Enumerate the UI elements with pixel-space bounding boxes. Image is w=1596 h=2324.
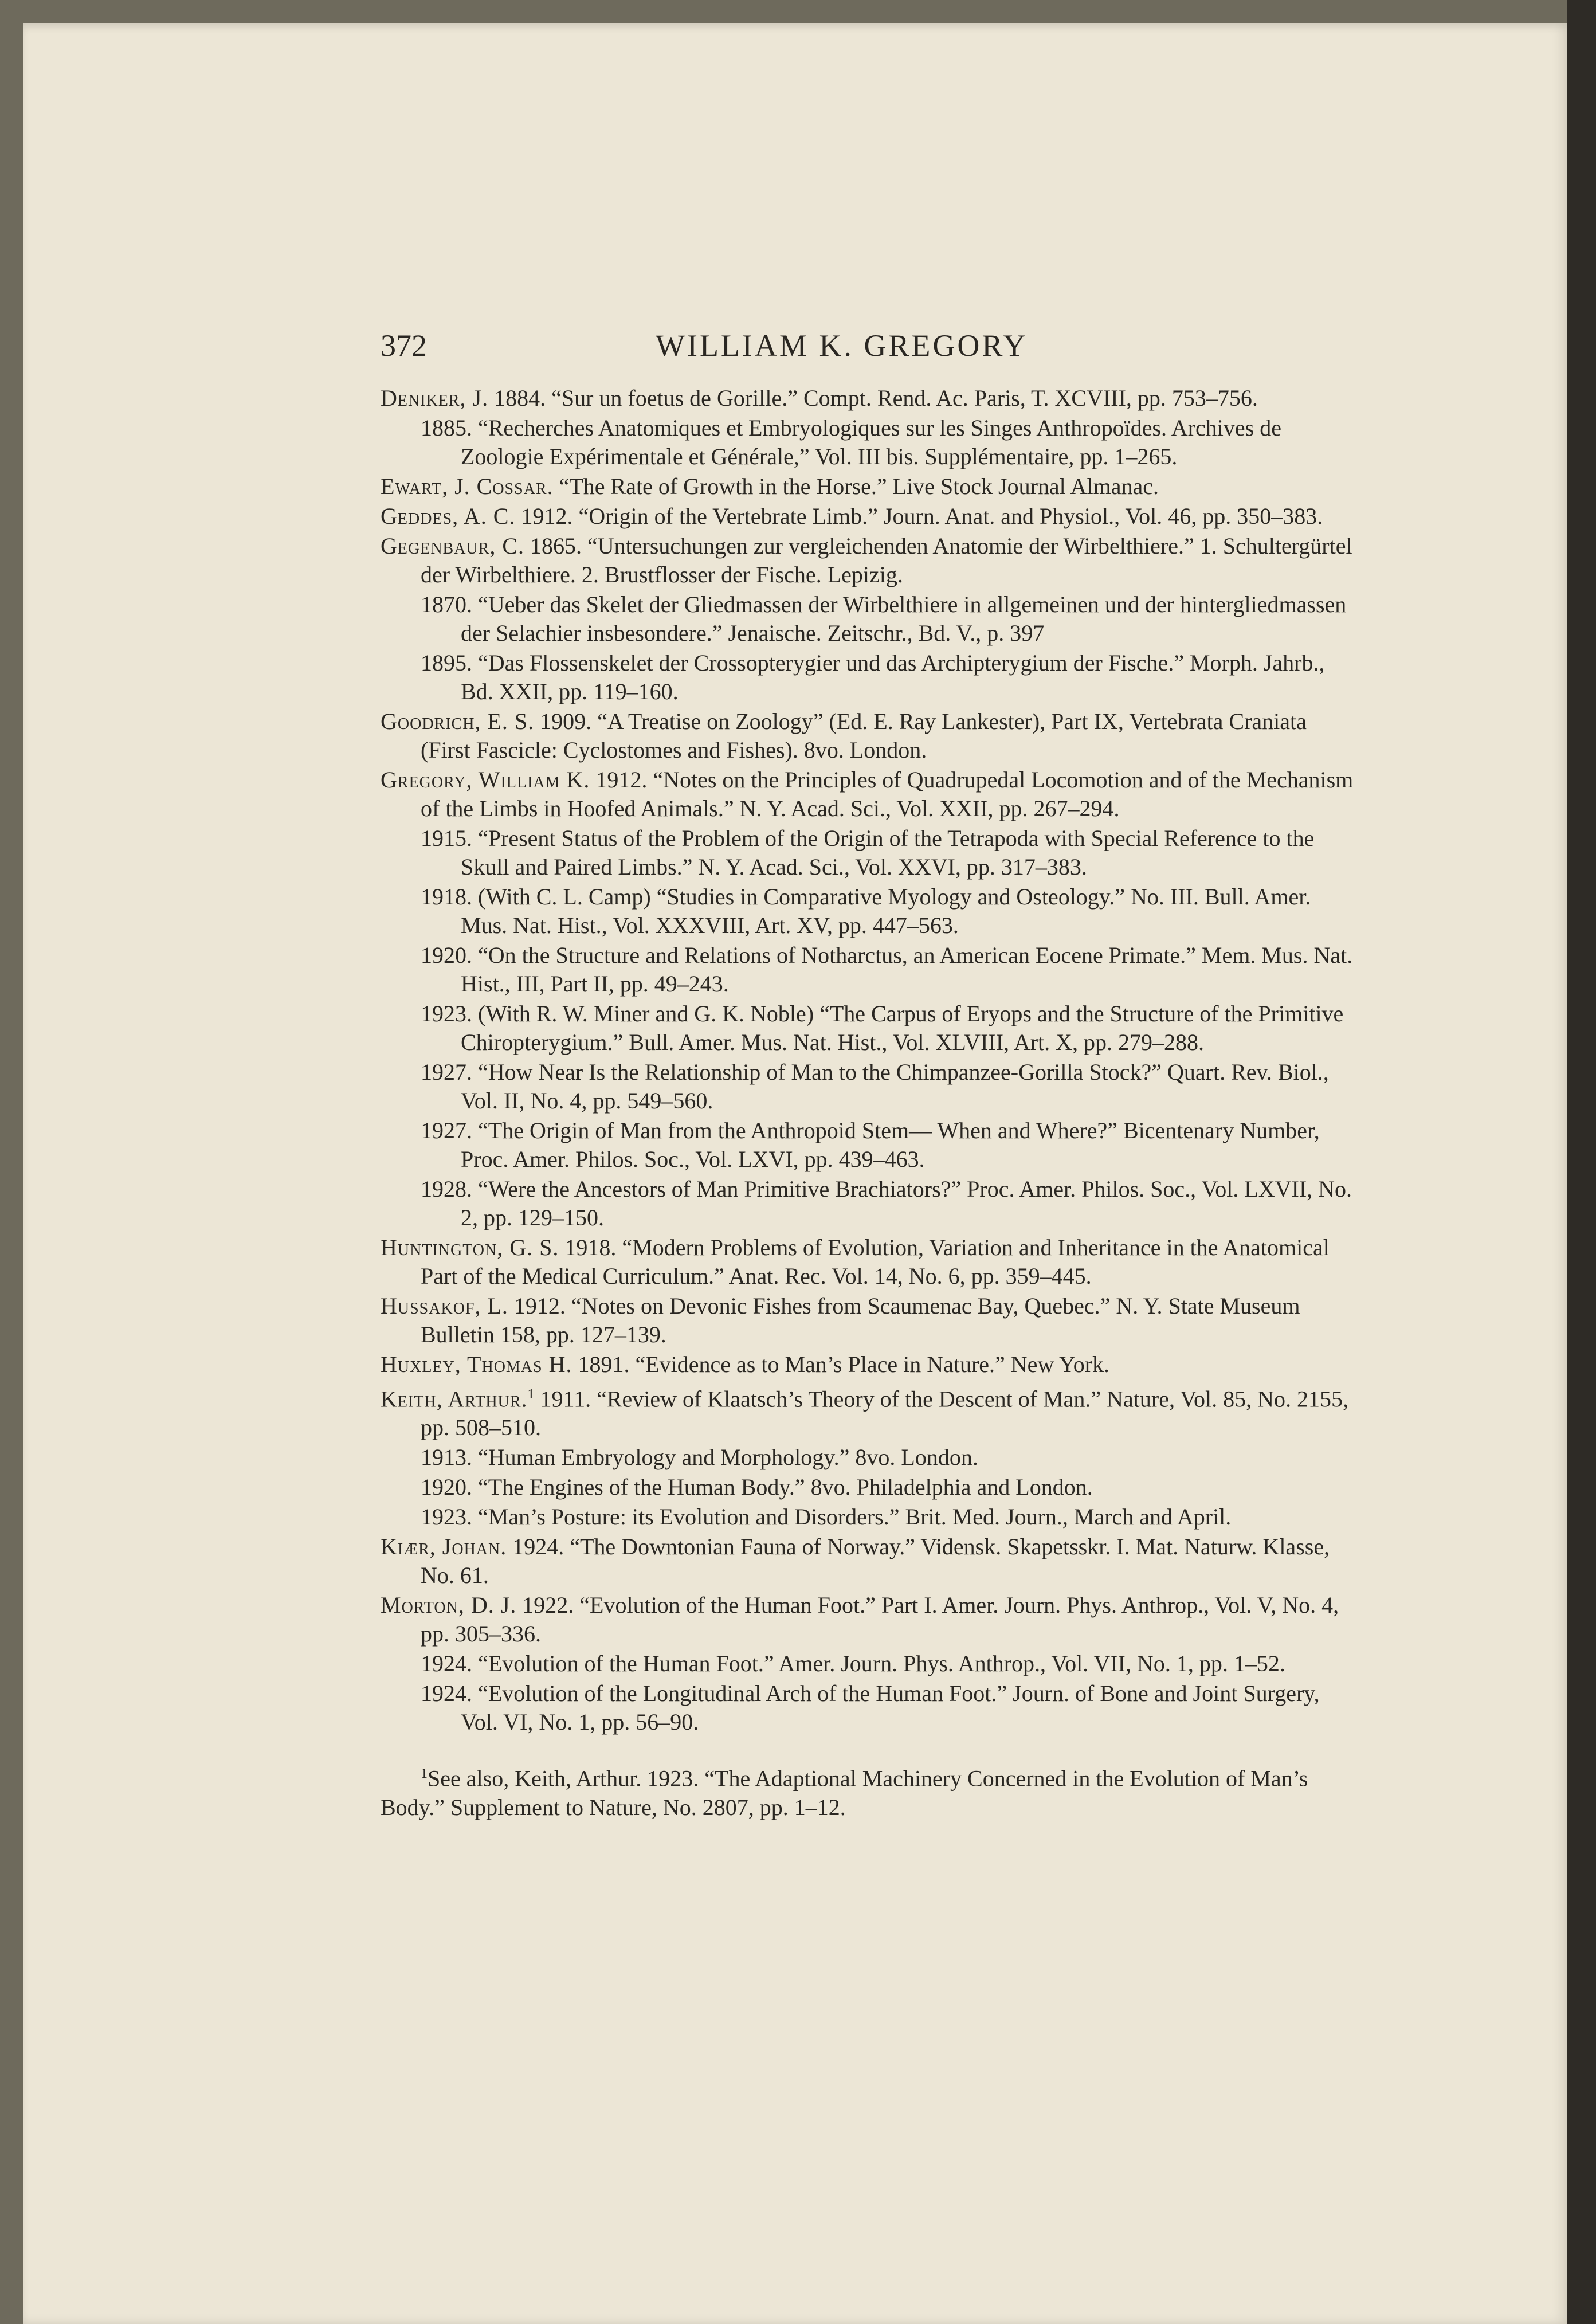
entry-author: Deniker, J. (381, 385, 489, 411)
book-page (23, 23, 1570, 2324)
bibliography-subentry (381, 1058, 1355, 1115)
entry-text: 1913. “Human Embryology and Morphology.” 8vo. London. (421, 1444, 978, 1471)
entry-text: 1912. “Notes on the Principles of Quadrupedal Locomotion and of the Mechanism of the Limbs in Hoofed Animals.” N. Y. Acad. Sci., Vol. XXII, pp. 267–294. (421, 767, 1354, 821)
footnote-text: See also, Keith, Arthur. 1923. “The Adaptional Machinery Concerned in the Evolution of Man’s Body.” Supplement to Nature, No. 2807, pp. 1–12. (381, 1765, 1308, 1820)
entry-text: 1911. “Review of Klaatsch’s Theory of the Descent of Man.” Nature, Vol. 85, No. 2155, pp. 508–510. (421, 1386, 1348, 1441)
bibliography-subentry (381, 1649, 1355, 1678)
running-title: WILLIAM K. GREGORY (656, 328, 1028, 363)
entry-text: 1870. “Ueber das Skelet der Gliedmassen der Wirbelthiere in allgemeinen und der hintergliedmassen der Selachier insbesondere.” Jenaische. Zeitschr., Bd. V., p. 397 (421, 591, 1347, 646)
entry-author: Geddes, A. C. (381, 503, 516, 529)
bibliography-entry (381, 1533, 1355, 1590)
bibliography-entry (381, 766, 1355, 823)
entry-text: 1924. “Evolution of the Longitudinal Arch of the Human Foot.” Journ. of Bone and Joint Surgery, Vol. VI, No. 1, pp. 56–90. (421, 1680, 1320, 1735)
entry-author: Ewart, J. Cossar. (381, 473, 554, 499)
entry-text: 1920. “The Engines of the Human Body.” 8vo. Philadelphia and London. (421, 1474, 1093, 1500)
entry-text: 1927. “The Origin of Man from the Anthropoid Stem— When and Where?” Bicentenary Number, Proc. Amer. Philos. Soc., Vol. LXVI, pp. 439–463. (421, 1118, 1320, 1172)
entry-text: “The Rate of Growth in the Horse.” Live Stock Journal Almanac. (559, 473, 1159, 499)
page-content (381, 321, 1355, 1822)
bibliography-entry (381, 1380, 1355, 1442)
bibliography-subentry (381, 1679, 1355, 1737)
bibliography-entry (381, 384, 1355, 413)
entry-text: 1895. “Das Flossenskelet der Crossopterygier und das Archipterygium der Fische.” Morph. Jahrb., Bd. XXII, pp. 119–160. (421, 650, 1325, 704)
bibliography-subentry (381, 649, 1355, 706)
entry-text: 1924. “The Downtonian Fauna of Norway.” Vidensk. Skapetsskr. I. Mat. Naturw. Klasse, No. 61. (421, 1534, 1330, 1589)
entry-author: Keith, Arthur. (381, 1386, 528, 1412)
bibliography-list (381, 384, 1355, 1737)
bibliography-subentry (381, 414, 1355, 471)
entry-text: 1918. “Modern Problems of Evolution, Variation and Inheritance in the Anatomical Part of the Medical Curriculum.” Anat. Rec. Vol. 14, No. 6, pp. 359–445. (421, 1234, 1330, 1289)
entry-text: 1923. (With R. W. Miner and G. K. Noble) “The Carpus of Eryops and the Structure of the Primitive Chiropterygium.” Bull. Amer. Mus. Nat. Hist., Vol. XLVIII, Art. X, pp. 279–288. (421, 1001, 1344, 1055)
entry-text: 1865. “Untersuchungen zur vergleichenden Anatomie der Wirbelthiere.” 1. Schultergürtel der Wirbelthiere. 2. Brustflosser der Fische. Lepizig. (421, 533, 1352, 587)
footnote-reference: 1 (527, 1387, 535, 1402)
entry-text: 1923. “Man’s Posture: its Evolution and Disorders.” Brit. Med. Journ., March and April. (421, 1504, 1232, 1530)
bibliography-subentry (381, 1503, 1355, 1531)
entry-text: 1912. “Origin of the Vertebrate Limb.” Journ. Anat. and Physiol., Vol. 46, pp. 350–383. (521, 503, 1323, 529)
entry-author: Morton, D. J. (381, 1592, 517, 1618)
bibliography-subentry (381, 1473, 1355, 1502)
entry-author: Gegenbaur, C. (381, 533, 525, 559)
entry-text: 1927. “How Near Is the Relationship of Man to the Chimpanzee-Gorilla Stock?” Quart. Rev. Biol., Vol. II, No. 4, pp. 549–560. (421, 1059, 1329, 1114)
entry-text: 1928. “Were the Ancestors of Man Primitive Brachiators?” Proc. Amer. Philos. Soc., Vol. LXVII, No. 2, pp. 129–150. (421, 1176, 1352, 1230)
entry-text: 1918. (With C. L. Camp) “Studies in Comparative Myology and Osteology.” No. III. Bull. Amer. Mus. Nat. Hist., Vol. XXXVIII, Art. XV, pp. 447–563. (421, 884, 1311, 938)
footnote-marker: 1 (421, 1766, 428, 1782)
entry-author: Gregory, William K. (381, 767, 590, 793)
bibliography-subentry (381, 1116, 1355, 1174)
bibliography-entry (381, 472, 1355, 501)
bibliography-subentry (381, 941, 1355, 998)
running-head (381, 321, 1355, 384)
footnote (381, 1759, 1355, 1821)
entry-text: 1884. “Sur un foetus de Gorille.” Compt. Rend. Ac. Paris, T. XCVIII, pp. 753–756. (494, 385, 1258, 411)
entry-text: 1885. “Recherches Anatomiques et Embryologiques sur les Singes Anthropoïdes. Archives de Zoologie Expérimentale et Générale,” Vol. III bis. Supplémentaire, pp. 1–265. (421, 415, 1281, 469)
bibliography-entry (381, 532, 1355, 589)
entry-author: Huxley, Thomas H. (381, 1351, 572, 1377)
bibliography-subentry (381, 1175, 1355, 1232)
bibliography-subentry (381, 824, 1355, 881)
bibliography-subentry (381, 883, 1355, 940)
bibliography-subentry (381, 1443, 1355, 1472)
entry-author: Hussakof, L. (381, 1293, 508, 1319)
entry-author: Goodrich, E. S. (381, 708, 535, 734)
entry-text: 1922. “Evolution of the Human Foot.” Part I. Amer. Journ. Phys. Anthrop., Vol. V, No. 4, pp. 305–336. (421, 1592, 1339, 1647)
entry-text: 1915. “Present Status of the Problem of the Origin of the Tetrapoda with Special Reference to the Skull and Paired Limbs.” N. Y. Acad. Sci., Vol. XXVI, pp. 317–383. (421, 825, 1315, 880)
bibliography-entry (381, 1233, 1355, 1291)
book-spine-edge (1567, 0, 1596, 2324)
entry-text: 1909. “A Treatise on Zoology” (Ed. E. Ray Lankester), Part IX, Vertebrata Craniata (First Fascicle: Cyclostomes and Fishes). 8vo. London. (421, 708, 1307, 763)
bibliography-subentry (381, 1000, 1355, 1057)
page-number: 372 (381, 328, 427, 363)
bibliography-entry (381, 502, 1355, 531)
entry-author: Kiær, Johan. (381, 1534, 507, 1560)
bibliography-entry (381, 1292, 1355, 1349)
entry-text: 1912. “Notes on Devonic Fishes from Scaumenac Bay, Quebec.” N. Y. State Museum Bulletin 158, pp. 127–139. (421, 1293, 1300, 1347)
bibliography-entry (381, 707, 1355, 765)
entry-text: 1891. “Evidence as to Man’s Place in Nature.” New York. (578, 1351, 1110, 1377)
entry-author: Huntington, G. S. (381, 1234, 559, 1260)
bibliography-subentry (381, 590, 1355, 648)
bibliography-entry (381, 1591, 1355, 1648)
entry-text: 1924. “Evolution of the Human Foot.” Amer. Journ. Phys. Anthrop., Vol. VII, No. 1, pp. 1–52. (421, 1651, 1285, 1677)
bibliography-entry (381, 1350, 1355, 1379)
entry-text: 1920. “On the Structure and Relations of Notharctus, an American Eocene Primate.” Mem. Mus. Nat. Hist., III, Part II, pp. 49–243. (421, 942, 1353, 997)
